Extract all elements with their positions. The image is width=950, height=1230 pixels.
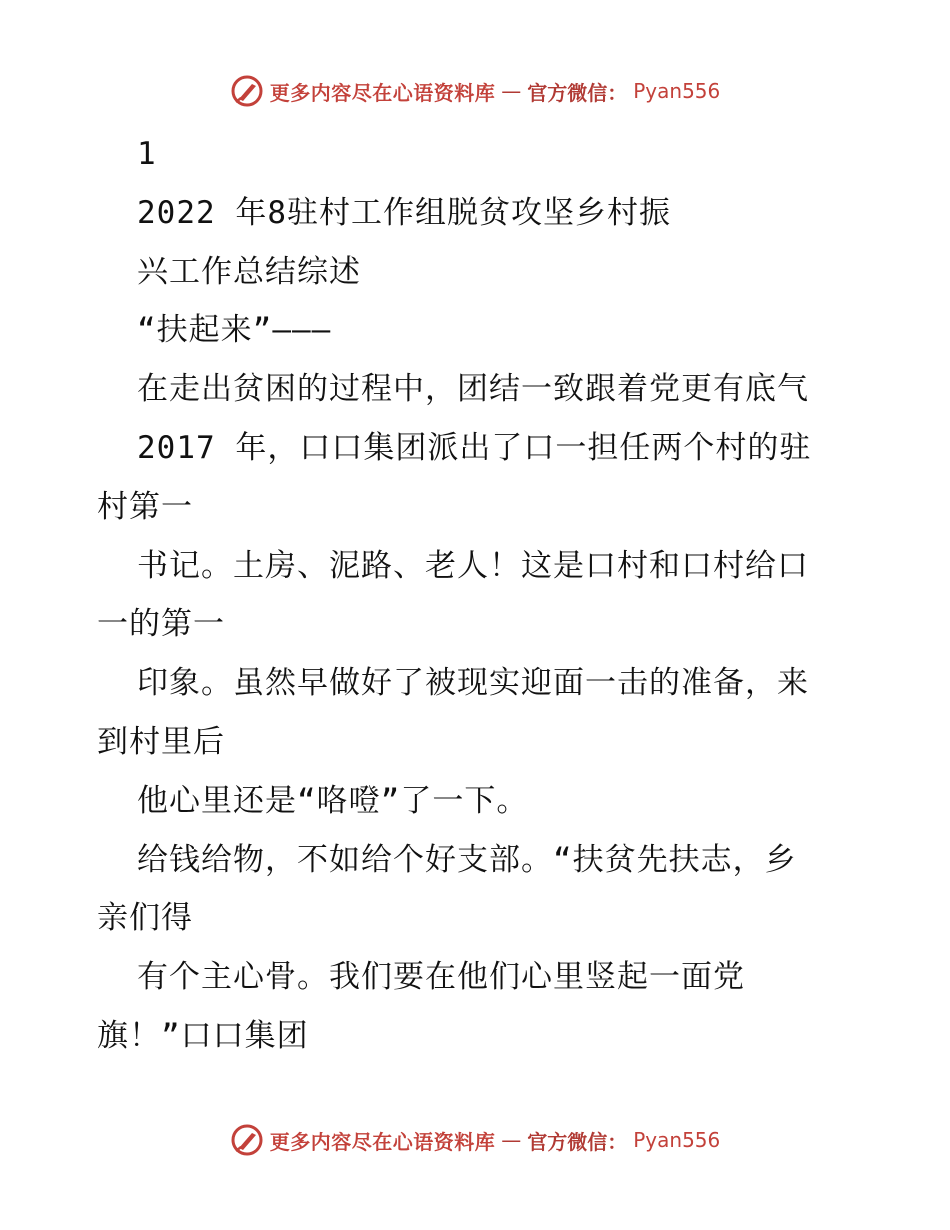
paragraph-line: 书记。土房、泥路、老人！这是口村和口村给口 bbox=[137, 547, 809, 584]
page-number: 1 bbox=[137, 136, 157, 172]
quill-logo-icon bbox=[230, 1123, 264, 1157]
paragraph-line: 在走出贫困的过程中，团结一致跟着党更有底气 bbox=[137, 371, 809, 408]
title-line-1: 2022 年8驻村工作组脱贫攻坚乡村振 bbox=[137, 194, 671, 231]
title-line-2: 兴工作总结综述 bbox=[137, 253, 361, 290]
wechat-id: Pyan556 bbox=[633, 1128, 721, 1152]
section-heading: “扶起来”——— bbox=[137, 312, 332, 349]
footer-watermark bbox=[0, 1120, 950, 1160]
paragraph-line: 旗！”口口集团 bbox=[97, 1017, 309, 1054]
brand-text: 更多内容尽在心语资料库 bbox=[269, 80, 496, 105]
paragraph-line: 一的第一 bbox=[97, 606, 225, 643]
header-watermark bbox=[0, 71, 950, 111]
brand-text: 更多内容尽在心语资料库 bbox=[269, 1129, 496, 1154]
paragraph-line: 他心里还是“咯噔”了一下。 bbox=[137, 782, 529, 819]
paragraph-line: 村第一 bbox=[97, 488, 193, 525]
wechat-label: 官方微信： bbox=[527, 80, 628, 105]
separator: — bbox=[501, 1128, 522, 1152]
paragraph-line: 亲们得 bbox=[97, 900, 193, 937]
paragraph-line: 印象。虽然早做好了被现实迎面一击的准备，来 bbox=[137, 665, 809, 702]
wechat-label: 官方微信： bbox=[527, 1129, 628, 1154]
wechat-id: Pyan556 bbox=[633, 79, 721, 103]
paragraph-line: 2017 年，口口集团派出了口一担任两个村的驻 bbox=[137, 429, 812, 466]
document-body bbox=[97, 125, 857, 1066]
separator: — bbox=[501, 79, 522, 103]
paragraph-line: 有个主心骨。我们要在他们心里竖起一面党 bbox=[137, 959, 745, 996]
paragraph-line: 给钱给物，不如给个好支部。“扶贫先扶志，乡 bbox=[137, 841, 797, 878]
paragraph-line: 到村里后 bbox=[97, 723, 225, 760]
quill-logo-icon bbox=[230, 74, 264, 108]
